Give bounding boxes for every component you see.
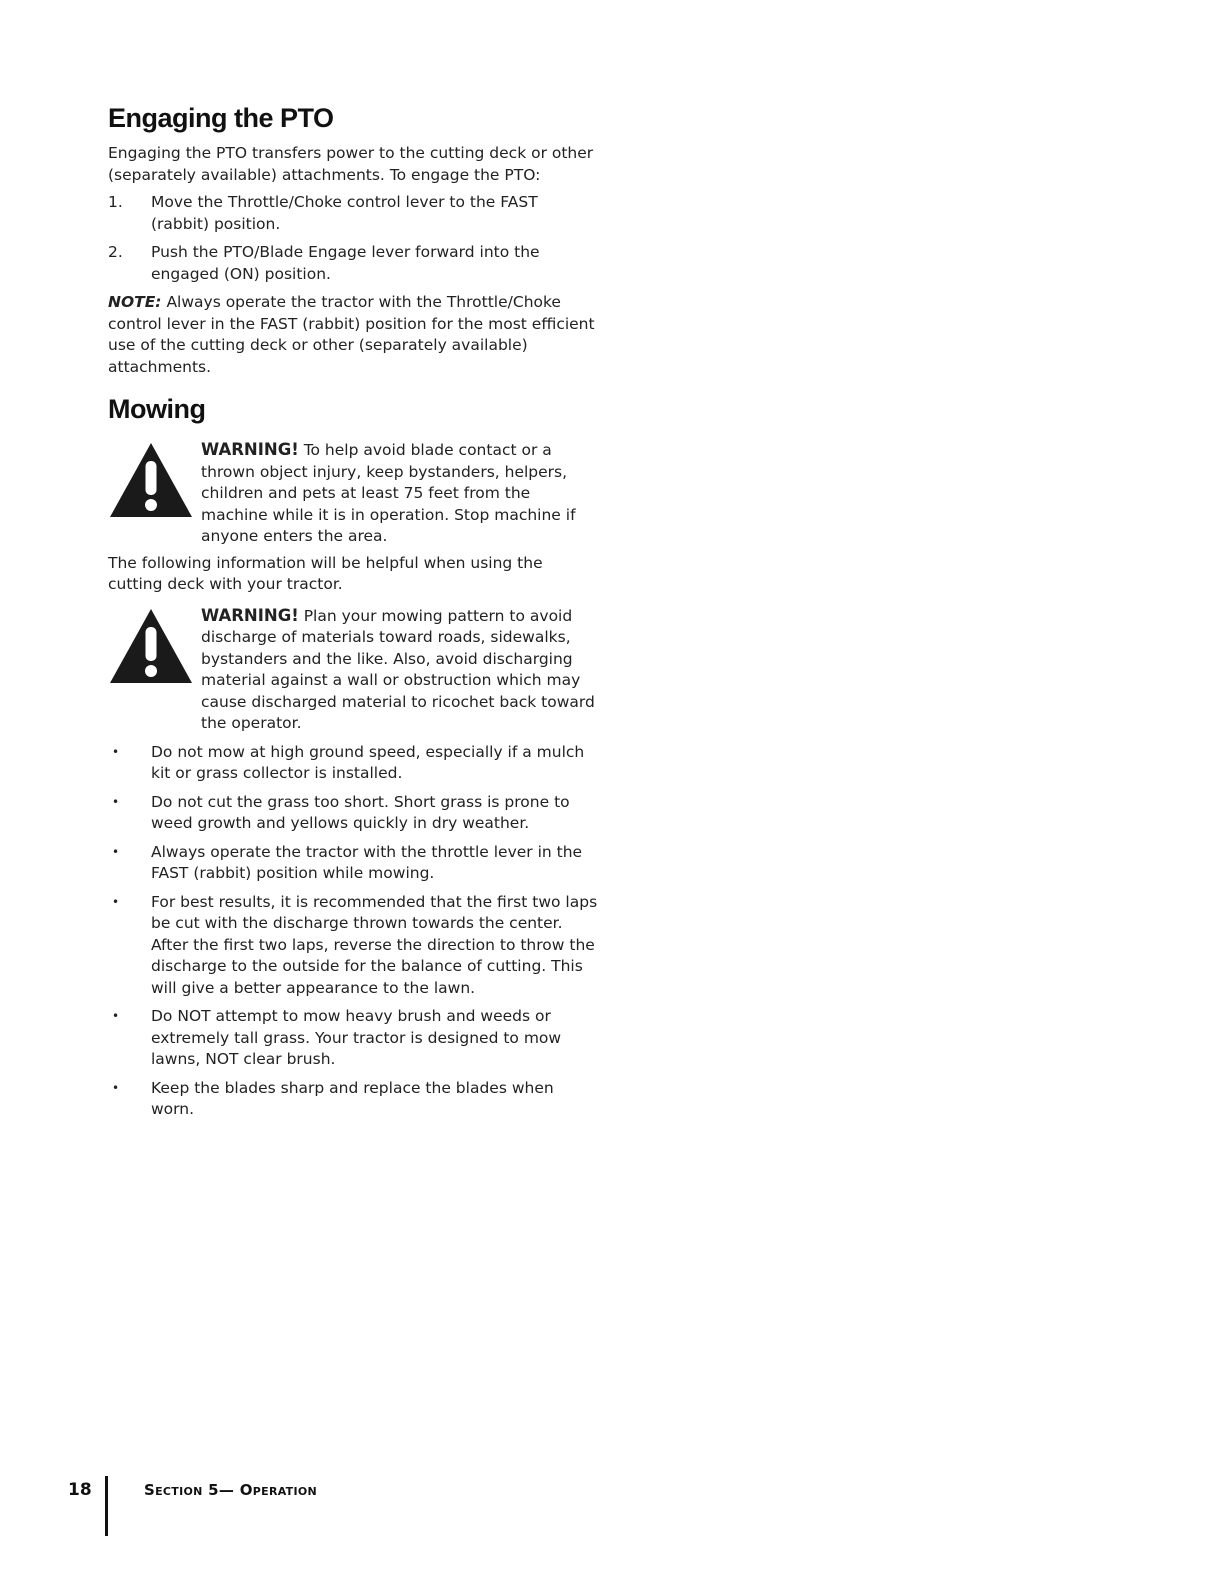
steps-list [108, 192, 600, 285]
bullet-icon: • [112, 744, 120, 759]
footer-divider [105, 1476, 108, 1536]
bullet-icon: • [112, 844, 120, 859]
heading-engaging-pto: Engaging the PTO [108, 103, 334, 133]
list-item: • Keep the blades sharp and replace the blades when worn. [112, 1078, 554, 1118]
mowing-tips-list [108, 742, 600, 1121]
list-item: • Do not mow at high ground speed, especially if a mulch kit or grass collector is installed. [112, 742, 585, 782]
warning-block-2 [108, 605, 600, 735]
warning-text-2: WARNING! Plan your mowing pattern to avoid discharge of materials toward roads, sidewalks, bystanders and the like. Also, avoid discharging material against a wall or obstruction which may cause discharged material to ricochet back toward the operator. [201, 605, 595, 732]
list-item: • Do NOT attempt to mow heavy brush and weeds or extremely tall grass. Your tractor is designed to mow lawns, NOT clear brush. [112, 1007, 562, 1068]
info-paragraph: The following information will be helpful when using the cutting deck with your tractor. [108, 553, 543, 593]
section-title: Section 5— Operation [144, 1481, 318, 1499]
bullet-icon: • [112, 1009, 120, 1023]
intro-paragraph: Engaging the PTO transfers power to the cutting deck or other (separately available) attachments. To engage the PTO: [108, 144, 594, 184]
step-item: 1. Move the Throttle/Choke control lever to the FAST (rabbit) position. [108, 193, 538, 233]
section-mowing [108, 394, 600, 1128]
warning-label: WARNING! [201, 605, 299, 625]
warning-triangle-icon [108, 607, 194, 685]
warning-text-1: WARNING! To help avoid blade contact or a thrown object injury, keep bystanders, helpers, children and pets at least 75 feet from the machine while it is in operation. Stop machine if anyone enters the area. [201, 440, 576, 545]
list-item: • Do not cut the grass too short. Short grass is prone to weed growth and yellows quickly in dry weather. [112, 792, 570, 832]
section-engaging-pto [108, 103, 600, 378]
warning-block-1 [108, 439, 600, 548]
heading-mowing: Mowing [108, 394, 206, 424]
note-paragraph: NOTE: Always operate the tractor with the Throttle/Choke control lever in the FAST (rabbit) position for the most efficient use of the cutting deck or other (separately available) attachments. [108, 293, 595, 376]
step-item: 2. Push the PTO/Blade Engage lever forward into the engaged (ON) position. [108, 243, 540, 283]
list-item: • For best results, it is recommended that the first two laps be cut with the discharge thrown towards the center. After the first two laps, reverse the direction to throw the discharge to the outside for the balance of cutting. This will give a better appearance to the lawn. [112, 892, 598, 997]
bullet-icon: • [112, 1080, 120, 1095]
bullet-icon: • [112, 894, 120, 909]
bullet-icon: • [112, 794, 120, 809]
warning-triangle-icon [108, 441, 194, 519]
list-item: • Always operate the tractor with the throttle lever in the FAST (rabbit) position while mowing. [112, 842, 583, 882]
note-label: NOTE: [108, 293, 162, 311]
warning-label: WARNING! [201, 440, 299, 459]
page-number: 18 [68, 1480, 92, 1500]
